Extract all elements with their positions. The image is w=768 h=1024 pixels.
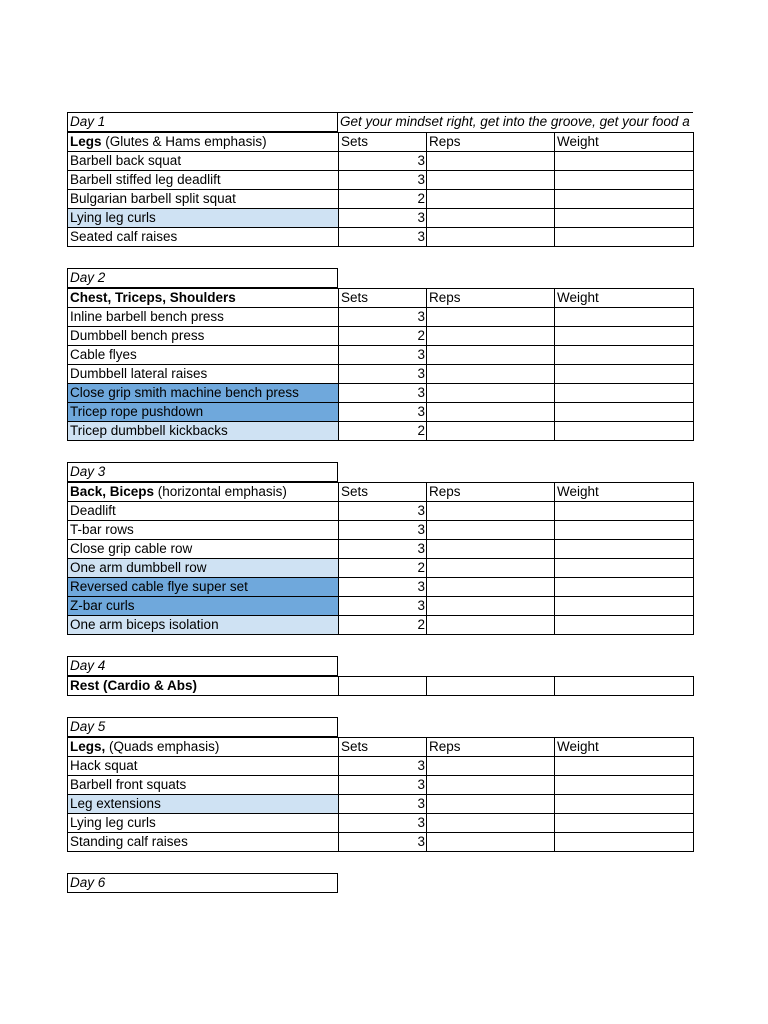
exercise-name-cell[interactable]: T-bar rows <box>68 521 339 540</box>
weight-header-cell[interactable] <box>555 677 694 696</box>
day-block <box>67 873 693 893</box>
day-title-bold: Legs, <box>70 739 106 754</box>
table-row <box>68 327 694 346</box>
day-title-detail: (Glutes & Hams emphasis) <box>101 134 267 149</box>
sets-cell[interactable]: 3 <box>339 540 427 559</box>
weight-cell[interactable] <box>555 795 694 814</box>
sets-header-cell[interactable]: Sets <box>339 738 427 757</box>
weight-header-cell[interactable]: Weight <box>555 738 694 757</box>
reps-cell[interactable] <box>427 616 555 635</box>
sets-cell[interactable]: 3 <box>339 346 427 365</box>
weight-cell[interactable] <box>555 616 694 635</box>
reps-cell[interactable] <box>427 171 555 190</box>
sets-cell[interactable]: 3 <box>339 308 427 327</box>
exercise-table <box>67 288 694 441</box>
exercise-name-cell[interactable]: Bulgarian barbell split squat <box>68 190 339 209</box>
day-title-cell[interactable] <box>68 738 339 757</box>
exercise-name-cell[interactable]: Tricep rope pushdown <box>68 403 339 422</box>
exercise-name-cell[interactable]: Tricep dumbbell kickbacks <box>68 422 339 441</box>
exercise-table <box>67 482 694 635</box>
day-block <box>67 717 693 852</box>
day-title-cell[interactable] <box>68 677 339 696</box>
weight-cell[interactable] <box>555 578 694 597</box>
reps-cell[interactable] <box>427 597 555 616</box>
sets-cell[interactable]: 3 <box>339 384 427 403</box>
day-label-cell[interactable]: Day 2 <box>67 268 338 288</box>
weight-cell[interactable] <box>555 757 694 776</box>
table-row <box>68 540 694 559</box>
reps-cell[interactable] <box>427 833 555 852</box>
table-row <box>68 521 694 540</box>
reps-cell[interactable] <box>427 346 555 365</box>
weight-cell[interactable] <box>555 776 694 795</box>
day-title-bold: Legs <box>70 134 102 149</box>
day-title-cell[interactable] <box>68 133 339 152</box>
day-label-row <box>67 268 693 288</box>
exercise-name-cell[interactable]: Barbell back squat <box>68 152 339 171</box>
exercise-name-cell[interactable]: Cable flyes <box>68 346 339 365</box>
reps-cell[interactable] <box>427 308 555 327</box>
table-row <box>68 597 694 616</box>
exercise-name-cell[interactable]: One arm biceps isolation <box>68 616 339 635</box>
table-row <box>68 346 694 365</box>
table-row <box>68 171 694 190</box>
reps-cell[interactable] <box>427 814 555 833</box>
weight-cell[interactable] <box>555 365 694 384</box>
sets-cell[interactable]: 3 <box>339 209 427 228</box>
reps-cell[interactable] <box>427 502 555 521</box>
reps-cell[interactable] <box>427 578 555 597</box>
day-block <box>67 462 693 635</box>
reps-cell[interactable] <box>427 384 555 403</box>
day-label-cell[interactable]: Day 3 <box>67 462 338 482</box>
workout-sheet <box>67 112 693 914</box>
header-row <box>68 289 694 308</box>
day-title-bold: Rest (Cardio & Abs) <box>70 678 198 693</box>
weight-cell[interactable] <box>555 384 694 403</box>
exercise-name-cell[interactable]: Barbell stiffed leg deadlift <box>68 171 339 190</box>
exercise-name-cell[interactable]: Leg extensions <box>68 795 339 814</box>
header-row <box>68 133 694 152</box>
exercise-name-cell[interactable]: Inline barbell bench press <box>68 308 339 327</box>
exercise-name-cell[interactable]: Close grip smith machine bench press <box>68 384 339 403</box>
day-label-row <box>67 462 693 482</box>
day-label-row <box>67 112 693 132</box>
reps-cell[interactable] <box>427 422 555 441</box>
exercise-name-cell[interactable]: Deadlift <box>68 502 339 521</box>
day-label-cell[interactable]: Day 5 <box>67 717 338 737</box>
weight-header-cell[interactable]: Weight <box>555 483 694 502</box>
sets-cell[interactable]: 3 <box>339 757 427 776</box>
reps-cell[interactable] <box>427 776 555 795</box>
weight-cell[interactable] <box>555 152 694 171</box>
sets-cell[interactable]: 2 <box>339 422 427 441</box>
table-row <box>68 403 694 422</box>
exercise-name-cell[interactable]: Dumbbell bench press <box>68 327 339 346</box>
day-block <box>67 656 693 696</box>
header-row <box>68 483 694 502</box>
header-row <box>68 677 694 696</box>
sets-cell[interactable]: 3 <box>339 152 427 171</box>
sets-header-cell[interactable]: Sets <box>339 133 427 152</box>
reps-cell[interactable] <box>427 795 555 814</box>
reps-header-cell[interactable]: Reps <box>427 483 555 502</box>
reps-cell[interactable] <box>427 757 555 776</box>
table-row <box>68 776 694 795</box>
reps-cell[interactable] <box>427 403 555 422</box>
weight-header-cell[interactable]: Weight <box>555 289 694 308</box>
weight-cell[interactable] <box>555 833 694 852</box>
sets-cell[interactable]: 3 <box>339 502 427 521</box>
exercise-name-cell[interactable]: One arm dumbbell row <box>68 559 339 578</box>
table-row <box>68 422 694 441</box>
sets-header-cell[interactable]: Sets <box>339 289 427 308</box>
table-row <box>68 365 694 384</box>
weight-cell[interactable] <box>555 403 694 422</box>
table-row <box>68 308 694 327</box>
weight-cell[interactable] <box>555 597 694 616</box>
table-row <box>68 757 694 776</box>
weight-cell[interactable] <box>555 814 694 833</box>
sets-cell[interactable]: 3 <box>339 776 427 795</box>
sets-cell[interactable]: 3 <box>339 171 427 190</box>
table-row <box>68 814 694 833</box>
reps-cell[interactable] <box>427 190 555 209</box>
header-row <box>68 738 694 757</box>
day-label-row <box>67 873 693 893</box>
table-row <box>68 209 694 228</box>
day-title-bold: Back, Biceps <box>70 484 155 499</box>
table-row <box>68 228 694 247</box>
weight-cell[interactable] <box>555 228 694 247</box>
sets-cell[interactable]: 2 <box>339 616 427 635</box>
exercise-name-cell[interactable]: Reversed cable flye super set <box>68 578 339 597</box>
table-row <box>68 833 694 852</box>
weight-cell[interactable] <box>555 346 694 365</box>
weight-cell[interactable] <box>555 308 694 327</box>
day-title-detail: (horizontal emphasis) <box>154 484 287 499</box>
day-block <box>67 268 693 441</box>
exercise-name-cell[interactable]: Z-bar curls <box>68 597 339 616</box>
sets-cell[interactable]: 3 <box>339 228 427 247</box>
reps-cell[interactable] <box>427 152 555 171</box>
sets-cell[interactable]: 3 <box>339 365 427 384</box>
reps-header-cell[interactable]: Reps <box>427 289 555 308</box>
reps-cell[interactable] <box>427 365 555 384</box>
exercise-table <box>67 132 694 247</box>
day-label-row <box>67 656 693 676</box>
sets-cell[interactable]: 2 <box>339 327 427 346</box>
day-title-bold: Chest, Triceps, Shoulders <box>70 290 236 305</box>
sets-cell[interactable]: 3 <box>339 597 427 616</box>
exercise-name-cell[interactable]: Lying leg curls <box>68 814 339 833</box>
weight-cell[interactable] <box>555 171 694 190</box>
weight-cell[interactable] <box>555 559 694 578</box>
day-label-row <box>67 717 693 737</box>
motivation-note-cell[interactable]: Get your mindset right, get into the groove, get your food a <box>338 112 693 132</box>
reps-cell[interactable] <box>427 327 555 346</box>
exercise-name-cell[interactable]: Standing calf raises <box>68 833 339 852</box>
reps-cell[interactable] <box>427 559 555 578</box>
day-label-cell[interactable]: Day 1 <box>67 112 338 132</box>
day-label-cell[interactable]: Day 4 <box>67 656 338 676</box>
weight-cell[interactable] <box>555 190 694 209</box>
sets-header-cell[interactable]: Sets <box>339 483 427 502</box>
table-row <box>68 384 694 403</box>
reps-cell[interactable] <box>427 540 555 559</box>
exercise-table <box>67 737 694 852</box>
sets-cell[interactable]: 3 <box>339 833 427 852</box>
exercise-name-cell[interactable]: Seated calf raises <box>68 228 339 247</box>
reps-header-cell[interactable]: Reps <box>427 133 555 152</box>
sets-cell[interactable]: 2 <box>339 190 427 209</box>
sets-cell[interactable]: 2 <box>339 559 427 578</box>
sets-cell[interactable]: 3 <box>339 814 427 833</box>
table-row <box>68 502 694 521</box>
exercise-name-cell[interactable]: Hack squat <box>68 757 339 776</box>
weight-cell[interactable] <box>555 209 694 228</box>
exercise-name-cell[interactable]: Barbell front squats <box>68 776 339 795</box>
reps-cell[interactable] <box>427 228 555 247</box>
sets-header-cell[interactable] <box>339 677 427 696</box>
reps-header-cell[interactable]: Reps <box>427 738 555 757</box>
day-title-detail: (Quads emphasis) <box>105 739 220 754</box>
day-title-cell[interactable] <box>68 483 339 502</box>
sets-cell[interactable]: 3 <box>339 578 427 597</box>
day-block <box>67 112 693 247</box>
weight-cell[interactable] <box>555 540 694 559</box>
sets-cell[interactable]: 3 <box>339 521 427 540</box>
reps-cell[interactable] <box>427 521 555 540</box>
table-row <box>68 795 694 814</box>
table-row <box>68 152 694 171</box>
table-row <box>68 616 694 635</box>
exercise-name-cell[interactable]: Dumbbell lateral raises <box>68 365 339 384</box>
weight-header-cell[interactable]: Weight <box>555 133 694 152</box>
table-row <box>68 190 694 209</box>
sets-cell[interactable]: 3 <box>339 403 427 422</box>
weight-cell[interactable] <box>555 422 694 441</box>
day-label-cell[interactable]: Day 6 <box>67 873 338 893</box>
table-row <box>68 559 694 578</box>
exercise-name-cell[interactable]: Close grip cable row <box>68 540 339 559</box>
weight-cell[interactable] <box>555 327 694 346</box>
exercise-table <box>67 676 694 696</box>
exercise-name-cell[interactable]: Lying leg curls <box>68 209 339 228</box>
weight-cell[interactable] <box>555 502 694 521</box>
reps-header-cell[interactable] <box>427 677 555 696</box>
table-row <box>68 578 694 597</box>
sets-cell[interactable]: 3 <box>339 795 427 814</box>
day-title-cell[interactable] <box>68 289 339 308</box>
weight-cell[interactable] <box>555 521 694 540</box>
reps-cell[interactable] <box>427 209 555 228</box>
